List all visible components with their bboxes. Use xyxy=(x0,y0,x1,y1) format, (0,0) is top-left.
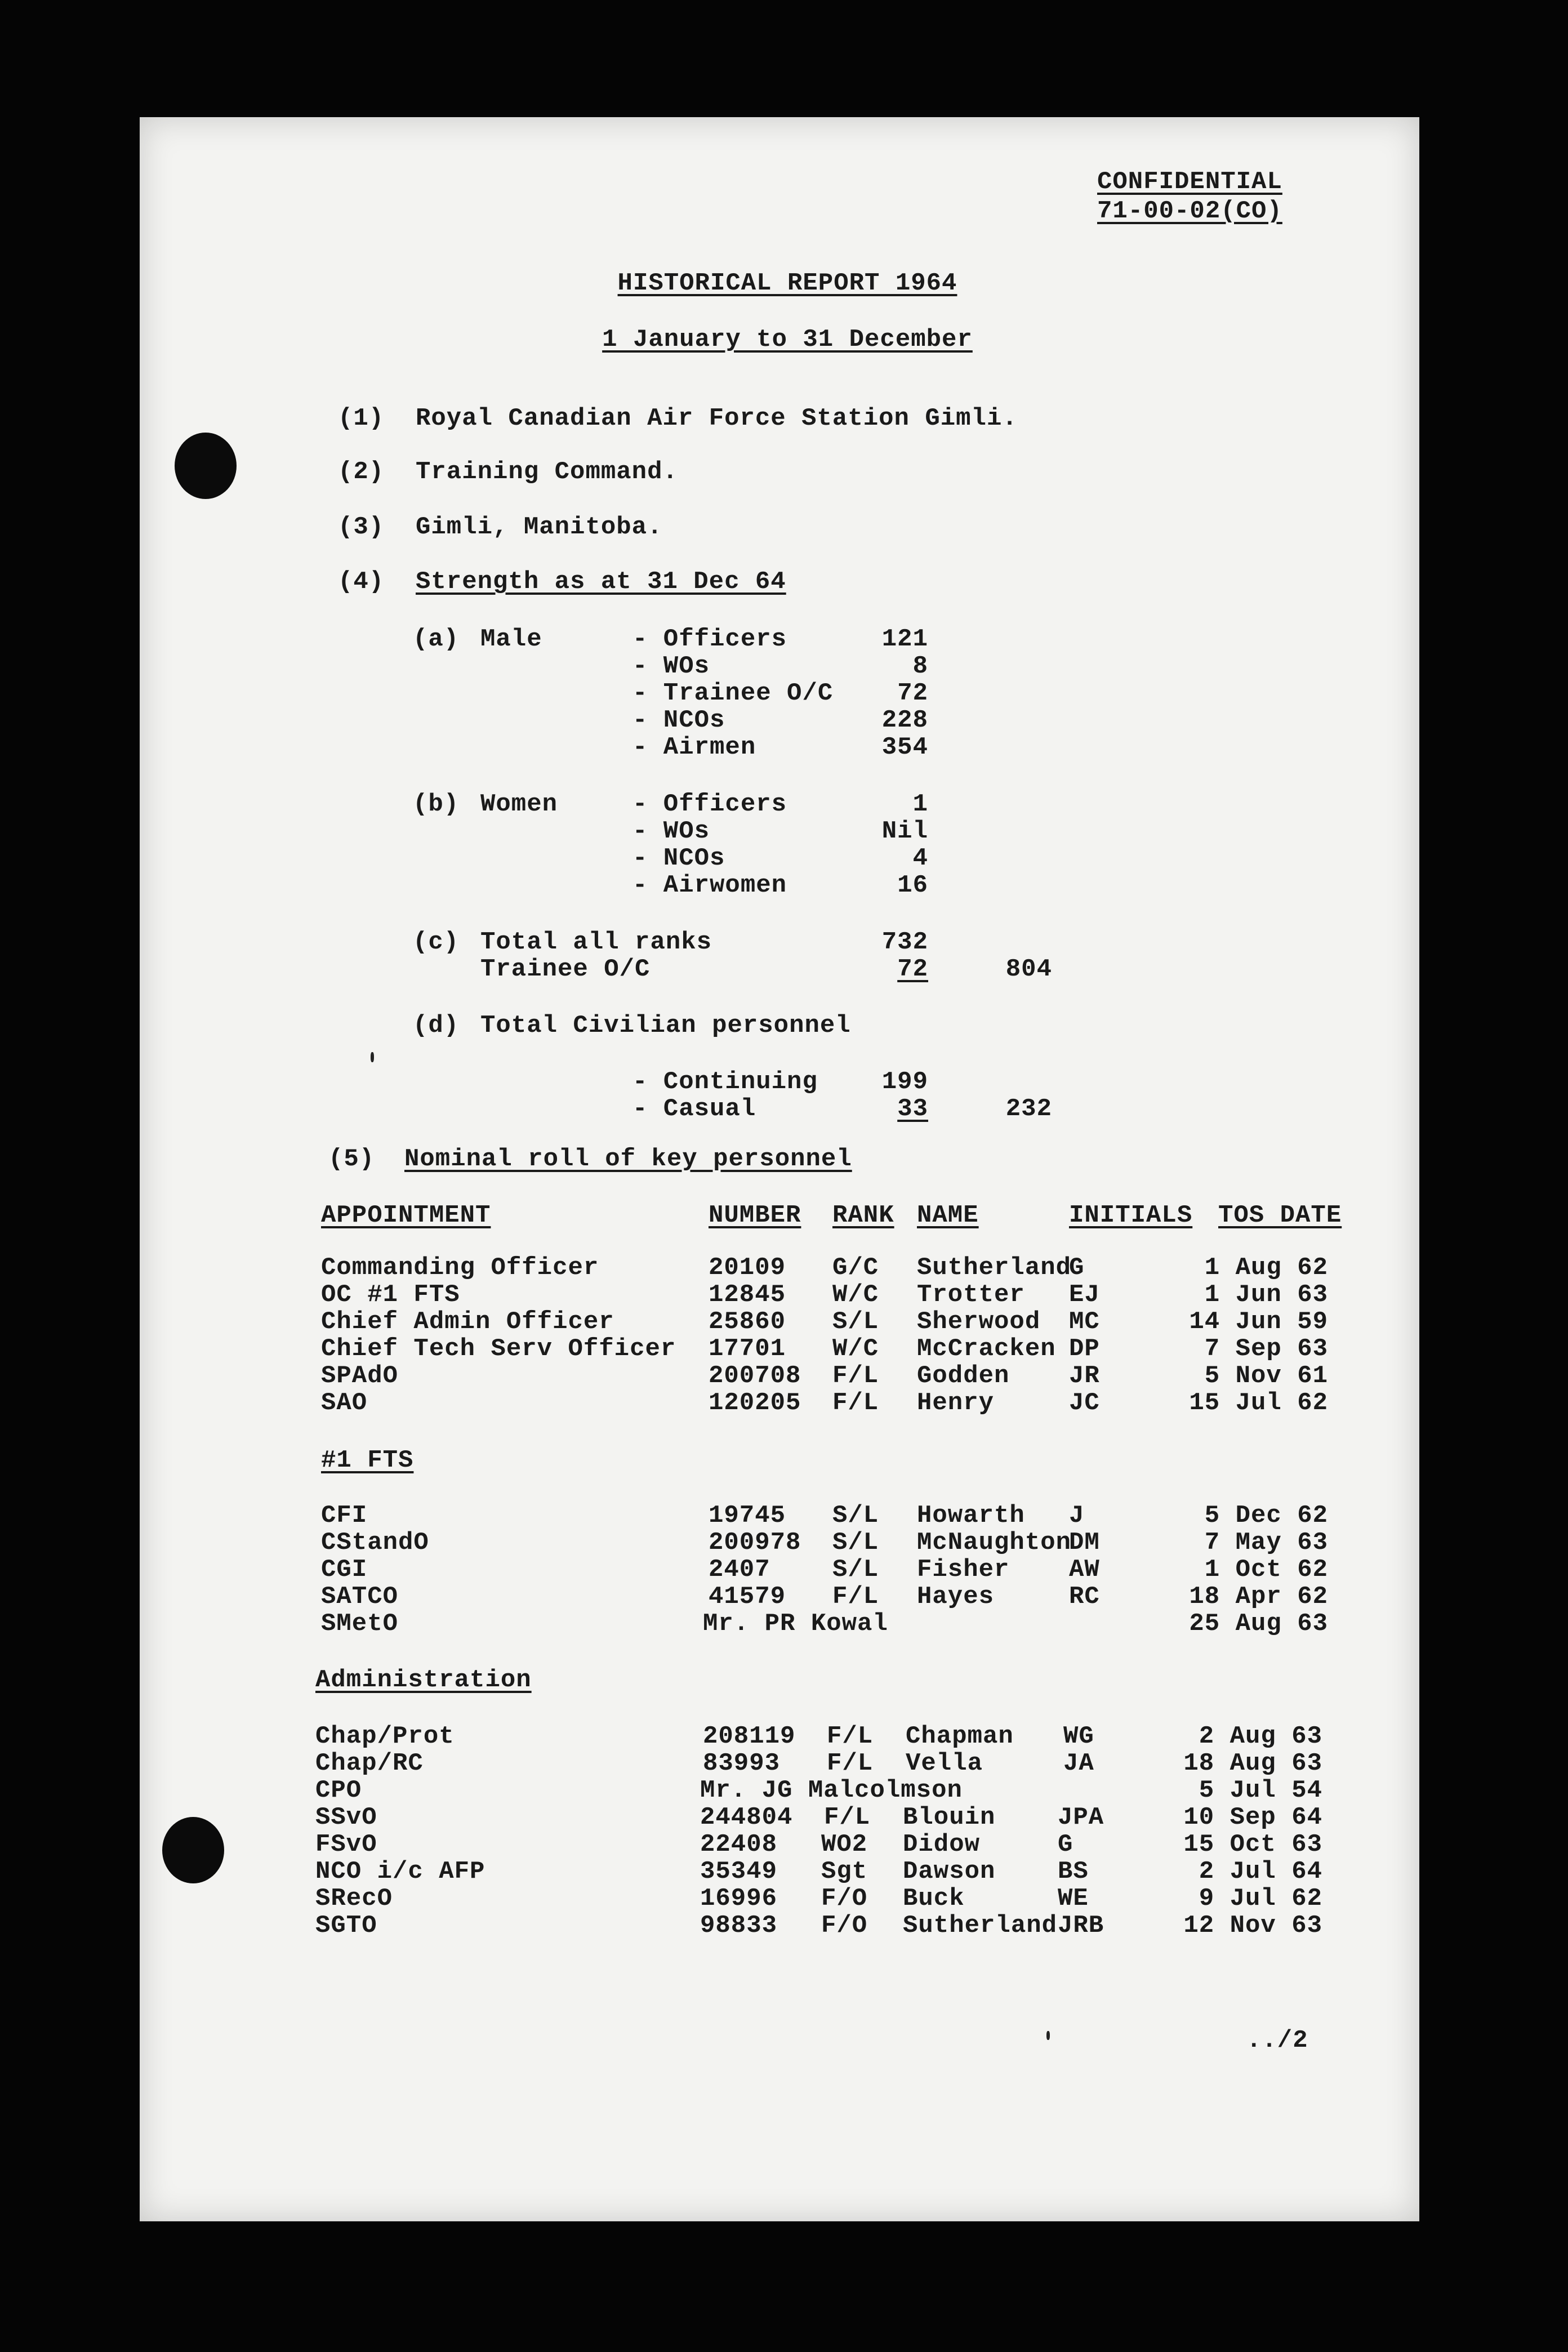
women-officers-value: 1 xyxy=(912,790,928,818)
item-4-number: (4) xyxy=(338,568,385,596)
ink-speck xyxy=(371,1052,374,1062)
rank-cell: S/L xyxy=(832,1308,879,1336)
name-cell: Hayes xyxy=(917,1583,995,1611)
col-number-header: NUMBER xyxy=(709,1201,801,1230)
initials-cell: J xyxy=(1069,1502,1085,1530)
name-cell: Dawson xyxy=(903,1857,996,1886)
section-heading-fts: #1 FTS xyxy=(321,1446,414,1475)
initials-cell: WG xyxy=(1063,1722,1094,1750)
rank-cell: G/C xyxy=(832,1254,879,1282)
appointment-cell: SPAdO xyxy=(321,1362,399,1390)
appointment-cell: SSvO xyxy=(315,1803,377,1832)
item-1-text: Royal Canadian Air Force Station Gimli. xyxy=(416,404,1018,433)
number-cell: 19745 xyxy=(709,1502,786,1530)
male-officers-value: 121 xyxy=(881,625,928,653)
number-cell: 83993 xyxy=(703,1749,781,1778)
name-cell: Howarth xyxy=(917,1502,1025,1530)
number-cell: 200978 xyxy=(709,1529,801,1557)
date-cell: 1 Oct 62 xyxy=(1204,1556,1328,1584)
number-cell: 35349 xyxy=(700,1857,778,1886)
male-wos-value: 8 xyxy=(912,652,928,680)
number-cell: Mr. PR Kowal xyxy=(703,1610,888,1638)
women-letter: (b) xyxy=(413,790,460,818)
rank-cell: F/O xyxy=(821,1912,868,1940)
rank-cell: WO2 xyxy=(821,1830,868,1859)
women-officers-label: - Officers xyxy=(632,790,787,818)
ink-speck xyxy=(1046,2031,1050,2040)
date-cell: 7 May 63 xyxy=(1204,1529,1328,1557)
name-cell: Godden xyxy=(917,1362,1010,1390)
appointment-cell: Commanding Officer xyxy=(321,1254,599,1282)
appointment-cell: Chap/RC xyxy=(315,1749,424,1778)
civilian-continuing-value: 199 xyxy=(881,1068,928,1096)
appointment-cell: CPO xyxy=(315,1776,362,1805)
item-2-text: Training Command. xyxy=(416,458,678,486)
women-ncos-label: - NCOs xyxy=(632,844,725,872)
rank-cell: F/L xyxy=(827,1722,874,1750)
date-cell: 14 Jun 59 xyxy=(1189,1308,1328,1336)
appointment-cell: SGTO xyxy=(315,1912,377,1940)
initials-cell: EJ xyxy=(1069,1281,1100,1309)
name-cell: McCracken xyxy=(917,1335,1056,1363)
name-cell: Fisher xyxy=(917,1556,1010,1584)
women-airwomen-label: - Airwomen xyxy=(632,871,787,899)
number-cell: 20109 xyxy=(709,1254,786,1282)
name-cell: Sutherland xyxy=(903,1912,1058,1940)
col-name-header: NAME xyxy=(917,1201,979,1230)
civilian-casual-label: - Casual xyxy=(632,1095,756,1123)
women-wos-value: Nil xyxy=(881,817,928,845)
initials-cell: MC xyxy=(1069,1308,1100,1336)
grand-total-value: 804 xyxy=(1005,955,1052,983)
col-appointment-header: APPOINTMENT xyxy=(321,1201,491,1230)
initials-cell: DP xyxy=(1069,1335,1100,1363)
appointment-cell: SRecO xyxy=(315,1885,393,1913)
rank-cell: F/L xyxy=(832,1389,879,1417)
date-cell: 9 Jul 62 xyxy=(1199,1885,1322,1913)
appointment-cell: CFI xyxy=(321,1502,368,1530)
file-reference: 71-00-02(CO) xyxy=(1097,197,1282,225)
male-letter: (a) xyxy=(413,625,460,653)
initials-cell: RC xyxy=(1069,1583,1100,1611)
name-cell: Buck xyxy=(903,1885,965,1913)
item-5-number: (5) xyxy=(328,1145,375,1173)
initials-cell: BS xyxy=(1058,1857,1089,1886)
rank-cell: F/L xyxy=(832,1362,879,1390)
date-cell: 10 Sep 64 xyxy=(1183,1803,1322,1832)
appointment-cell: Chief Tech Serv Officer xyxy=(321,1335,676,1363)
appointment-cell: FSvO xyxy=(315,1830,377,1859)
male-officers-label: - Officers xyxy=(632,625,787,653)
totals-letter: (c) xyxy=(413,928,460,956)
total-all-ranks-label: Total all ranks xyxy=(480,928,712,956)
rank-cell: W/C xyxy=(832,1335,879,1363)
women-ncos-value: 4 xyxy=(912,844,928,872)
date-cell: 2 Aug 63 xyxy=(1199,1722,1322,1750)
rank-cell: Sgt xyxy=(821,1857,868,1886)
appointment-cell: OC #1 FTS xyxy=(321,1281,460,1309)
women-wos-label: - WOs xyxy=(632,817,710,845)
date-cell: 2 Jul 64 xyxy=(1199,1857,1322,1886)
male-label: Male xyxy=(480,625,542,653)
date-cell: 12 Nov 63 xyxy=(1183,1912,1322,1940)
initials-cell: G xyxy=(1069,1254,1085,1282)
male-wos-label: - WOs xyxy=(632,652,710,680)
rank-cell: S/L xyxy=(832,1529,879,1557)
number-cell: 12845 xyxy=(709,1281,786,1309)
rank-cell: F/O xyxy=(821,1885,868,1913)
initials-cell: JA xyxy=(1063,1749,1094,1778)
name-cell: Sherwood xyxy=(917,1308,1041,1336)
number-cell: 16996 xyxy=(700,1885,778,1913)
date-cell: 15 Jul 62 xyxy=(1189,1389,1328,1417)
total-all-ranks-value: 732 xyxy=(881,928,928,956)
initials-cell: JPA xyxy=(1058,1803,1104,1832)
women-label: Women xyxy=(480,790,558,818)
appointment-cell: SAO xyxy=(321,1389,368,1417)
date-cell: 5 Dec 62 xyxy=(1204,1502,1328,1530)
item-1-number: (1) xyxy=(338,404,385,433)
name-cell: McNaughton xyxy=(917,1529,1072,1557)
name-cell: Sutherland xyxy=(917,1254,1072,1282)
rank-cell: F/L xyxy=(827,1749,874,1778)
number-cell: 2407 xyxy=(709,1556,770,1584)
nominal-roll-title: Nominal roll of key personnel xyxy=(404,1145,852,1173)
report-title: HISTORICAL REPORT 1964 xyxy=(617,269,957,297)
civilian-total-value: 232 xyxy=(1005,1095,1052,1123)
initials-cell: JC xyxy=(1069,1389,1100,1417)
male-airmen-value: 354 xyxy=(881,733,928,761)
col-tos-date-header: TOS DATE xyxy=(1218,1201,1342,1230)
civilian-label: Total Civilian personnel xyxy=(480,1012,851,1040)
report-period: 1 January to 31 December xyxy=(602,326,973,354)
number-cell: 25860 xyxy=(709,1308,786,1336)
item-3-number: (3) xyxy=(338,513,385,541)
date-cell: 15 Oct 63 xyxy=(1183,1830,1322,1859)
initials-cell: G xyxy=(1058,1830,1073,1859)
male-trainee-value: 72 xyxy=(897,679,928,707)
continuation-mark: ../2 xyxy=(1246,2026,1308,2055)
appointment-cell: CGI xyxy=(321,1556,368,1584)
male-trainee-label: - Trainee O/C xyxy=(632,679,834,707)
appointment-cell: Chief Admin Officer xyxy=(321,1308,614,1336)
number-cell: 98833 xyxy=(700,1912,778,1940)
item-4-text: Strength as at 31 Dec 64 xyxy=(416,568,786,596)
date-cell: 5 Jul 54 xyxy=(1199,1776,1322,1805)
total-trainee-label: Trainee O/C xyxy=(480,955,651,983)
rank-cell: S/L xyxy=(832,1502,879,1530)
appointment-cell: NCO i/c AFP xyxy=(315,1857,485,1886)
date-cell: 25 Aug 63 xyxy=(1189,1610,1328,1638)
document-page xyxy=(140,117,1419,2221)
rank-cell: F/L xyxy=(832,1583,879,1611)
classification-label: CONFIDENTIAL xyxy=(1097,168,1282,196)
initials-cell: WE xyxy=(1058,1885,1089,1913)
rank-cell: S/L xyxy=(832,1556,879,1584)
appointment-cell: Chap/Prot xyxy=(315,1722,455,1750)
number-cell: 120205 xyxy=(709,1389,801,1417)
appointment-cell: SMetO xyxy=(321,1610,399,1638)
date-cell: 18 Aug 63 xyxy=(1183,1749,1322,1778)
civilian-letter: (d) xyxy=(413,1012,460,1040)
punch-hole-bottom xyxy=(162,1817,224,1883)
appointment-cell: SATCO xyxy=(321,1583,399,1611)
rank-cell: W/C xyxy=(832,1281,879,1309)
name-cell: Henry xyxy=(917,1389,995,1417)
initials-cell: DM xyxy=(1069,1529,1100,1557)
name-cell: Didow xyxy=(903,1830,981,1859)
number-cell: 22408 xyxy=(700,1830,778,1859)
name-cell: Blouin xyxy=(903,1803,996,1832)
number-cell: 208119 xyxy=(703,1722,796,1750)
number-cell: 17701 xyxy=(709,1335,786,1363)
appointment-cell: CStandO xyxy=(321,1529,429,1557)
item-2-number: (2) xyxy=(338,458,385,486)
name-cell: Chapman xyxy=(906,1722,1014,1750)
col-rank-header: RANK xyxy=(832,1201,894,1230)
date-cell: 7 Sep 63 xyxy=(1204,1335,1328,1363)
section-heading-administration: Administration xyxy=(315,1666,532,1694)
item-3-text: Gimli, Manitoba. xyxy=(416,513,663,541)
rank-cell: F/L xyxy=(824,1803,871,1832)
initials-cell: AW xyxy=(1069,1556,1100,1584)
date-cell: 18 Apr 62 xyxy=(1189,1583,1328,1611)
date-cell: 1 Aug 62 xyxy=(1204,1254,1328,1282)
date-cell: 5 Nov 61 xyxy=(1204,1362,1328,1390)
number-cell: 41579 xyxy=(709,1583,786,1611)
number-cell: Mr. JG Malcolmson xyxy=(700,1776,963,1805)
male-airmen-label: - Airmen xyxy=(632,733,756,761)
name-cell: Vella xyxy=(906,1749,983,1778)
col-initials-header: INITIALS xyxy=(1069,1201,1193,1230)
initials-cell: JR xyxy=(1069,1362,1100,1390)
civilian-casual-value: 33 xyxy=(897,1095,928,1123)
number-cell: 244804 xyxy=(700,1803,793,1832)
male-ncos-label: - NCOs xyxy=(632,706,725,734)
total-trainee-value: 72 xyxy=(897,955,928,983)
initials-cell: JRB xyxy=(1058,1912,1104,1940)
date-cell: 1 Jun 63 xyxy=(1204,1281,1328,1309)
number-cell: 200708 xyxy=(709,1362,801,1390)
civilian-continuing-label: - Continuing xyxy=(632,1068,818,1096)
punch-hole-top xyxy=(175,433,237,499)
name-cell: Trotter xyxy=(917,1281,1025,1309)
women-airwomen-value: 16 xyxy=(897,871,928,899)
male-ncos-value: 228 xyxy=(881,706,928,734)
